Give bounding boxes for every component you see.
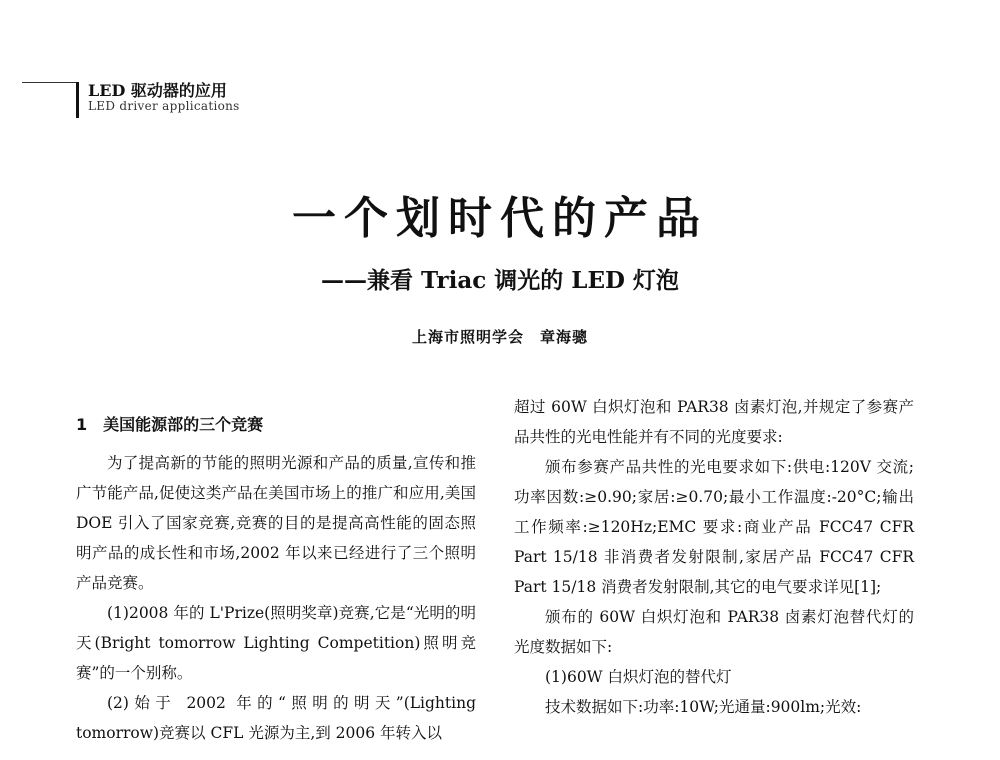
- body-paragraph: 颁布参赛产品共性的光电要求如下:供电:120V 交流;功率因数:≥0.90;家居:≥0.70;最小工作温度:-20°C;输出工作频率:≥120Hz;EMC 要求:商业产品 FCC47 CFR Part 15/18 非消费者发射限制,家居产品 FCC47 CFR Part 15/18 消费者发射限制,其它的电气要求详见[1];: [514, 458, 914, 596]
- left-column: [76, 392, 476, 748]
- running-header-cn: LED 驱动器的应用: [88, 81, 227, 100]
- article-author: 上海市照明学会 章海骢: [411, 328, 588, 346]
- header-rule-horizontal: [22, 82, 78, 83]
- section-heading: 1 美国能源部的三个竞赛: [76, 415, 264, 434]
- body-paragraph: 颁布的 60W 白炽灯泡和 PAR38 卤素灯泡替代灯的光度数据如下:: [514, 608, 914, 656]
- running-header-en: LED driver applications: [88, 99, 240, 114]
- article-subtitle: ——兼看 Triac 调光的 LED 灯泡: [321, 267, 679, 294]
- body-paragraph: 技术数据如下:功率:10W;光通量:900lm;光效:: [545, 698, 862, 716]
- running-header: [88, 82, 240, 114]
- body-paragraph: (2)始于 2002 年的“照明的明天”(Lighting tomorrow)竞赛以 CFL 光源为主,到 2006 年转入以: [76, 694, 476, 742]
- body-paragraph: (1)60W 白炽灯泡的替代灯: [545, 668, 732, 686]
- right-column: [514, 392, 914, 722]
- body-paragraph: (1)2008 年的 L'Prize(照明奖章)竞赛,它是“光明的明天(Bright tomorrow Lighting Competition)照明竞赛”的一个别称。: [76, 604, 476, 682]
- header-rule-vertical: [76, 82, 79, 118]
- article-title: 一个划时代的产品: [292, 193, 708, 244]
- body-paragraph: 为了提高新的节能的照明光源和产品的质量,宣传和推广节能产品,促使这类产品在美国市场上的推广和应用,美国 DOE 引入了国家竞赛,竞赛的目的是提高高性能的固态照明产品的成长性和市场,2002 年以来已经进行了三个照明产品竞赛。: [76, 454, 476, 592]
- body-paragraph: 超过 60W 白炽灯泡和 PAR38 卤素灯泡,并规定了参赛产品共性的光电性能并有不同的光度要求:: [514, 398, 914, 446]
